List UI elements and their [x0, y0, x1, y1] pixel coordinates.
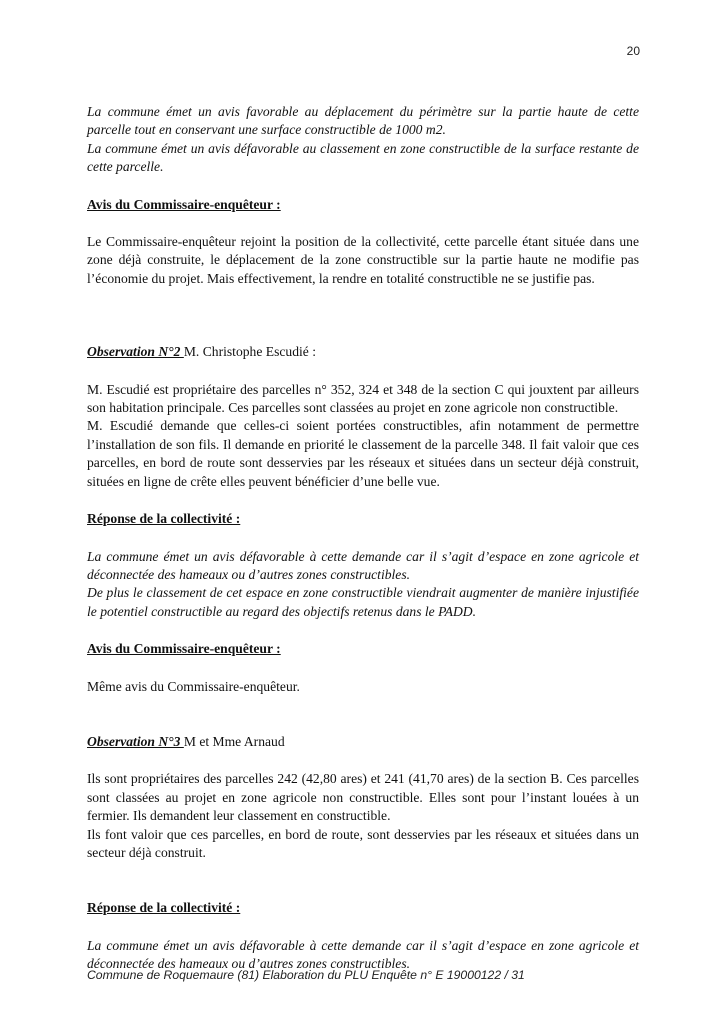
reponse-collectivite-paragraph-1: La commune émet un avis défavorable à cette demande car il s’agit d’espace en zone agricole et déconnectée des hameaux ou d’autres zones constructibles. — [87, 937, 639, 972]
section-heading-reponse-collectivite: Réponse de la collectivité : — [87, 511, 241, 527]
avis-commissaire-text: Même avis du Commissaire-enquêteur. — [87, 678, 300, 694]
observation-2-title — [87, 343, 639, 361]
collectivite-reponse-favorable: La commune émet un avis favorable au déplacement du périmètre sur la partie haute de cette parcelle tout en conservant une surface constructible de 1000 m2. — [87, 104, 639, 138]
reponse-collectivite-paragraph-1: La commune émet un avis défavorable à cette demande car il s’agit d’espace en zone agricole et déconnectée des hameaux ou d’autres zones constructibles. — [87, 548, 639, 582]
observation-2-name: M. Christophe Escudié : — [183, 344, 316, 360]
document-body — [87, 103, 639, 974]
avis-commissaire-text: Le Commissaire-enquêteur rejoint la position de la collectivité, cette parcelle étant située dans une zone déjà construite, le déplacement de la zone constructible sur la partie haute ne modifie pas l’économie du projet. Mais effectivement, la rendre en totalité constructible ne se justifie pas. — [87, 234, 639, 286]
observation-2-paragraph-2: M. Escudié demande que celles-ci soient portées constructibles, afin notamment de permettre l’installation de son fils. Il demande en priorité le classement de la parcelle 348. Il fait valoir que ces parcelles, en bord de route sont desservies par les réseaux et situées dans un secteur déjà construit, situées en ligne de crête elles peuvent bénéficier d’une belle vue. — [87, 418, 639, 489]
page-footer: Commune de Roquemaure (81) Elaboration du PLU Enquête n° E 19000122 / 31 — [87, 968, 525, 982]
observation-3-name: M et Mme Arnaud — [183, 733, 285, 749]
section-heading-avis-commissaire: Avis du Commissaire-enquêteur : — [87, 641, 281, 657]
observation-3-title — [87, 733, 639, 751]
reponse-collectivite-paragraph-2: De plus le classement de cet espace en zone constructible viendrait augmenter de manière injustifiée le potentiel constructible au regard des objectifs retenus dans le PADD. — [87, 585, 639, 619]
observation-3-label: Observation N°3 — [87, 733, 184, 749]
observation-3-paragraph-1: Ils sont propriétaires des parcelles 242 (42,80 ares) et 241 (41,70 ares) de la section B. Ces parcelles sont classées au projet en zone agricole non constructible. Elles sont pour l’instant louées à un fermier. Ils demandent leur classement en constructible. — [87, 771, 639, 824]
observation-3-paragraph-2: Ils font valoir que ces parcelles, en bord de route, sont desservies par les réseaux et situées dans un secteur déjà construit. — [87, 826, 639, 860]
collectivite-reponse-defavorable: La commune émet un avis défavorable au classement en zone constructible de la surface restante de cette parcelle. — [87, 140, 639, 175]
section-heading-reponse-collectivite: Réponse de la collectivité : — [87, 900, 241, 916]
observation-2-paragraph-1: M. Escudié est propriétaire des parcelles n° 352, 324 et 348 de la section C qui jouxtent par ailleurs son habitation principale. Ces parcelles sont classées au projet en zone agricole non constructible. — [87, 381, 639, 416]
page-number: 20 — [626, 44, 640, 58]
observation-2-label: Observation N°2 — [87, 344, 184, 360]
section-heading-avis-commissaire: Avis du Commissaire-enquêteur : — [87, 196, 281, 212]
